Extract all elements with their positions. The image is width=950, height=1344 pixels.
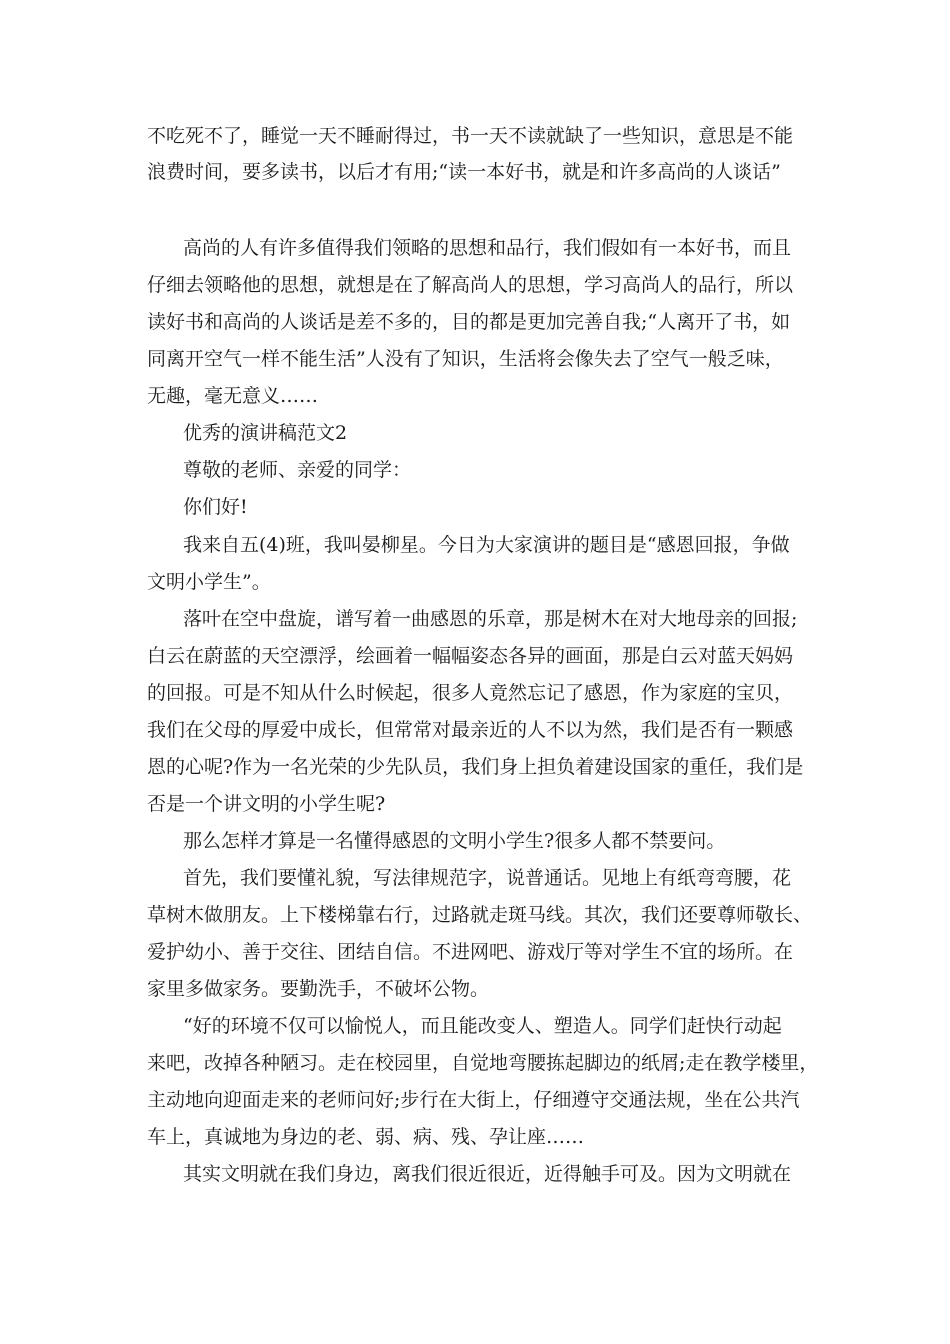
text-line: “好的环境不仅可以愉悦人，而且能改变人、塑造人。同学们赶快行动起 <box>183 1015 782 1037</box>
text-line: 无趣，毫无意义…… <box>147 385 319 407</box>
salutation: 尊敬的老师、亲爱的同学： <box>183 459 412 481</box>
text-line: 的回报。可是不知从什么时候起，很多人竟然忘记了感恩，作为家庭的宝贝， <box>147 682 794 704</box>
text-line: 我来自五(4)班，我叫晏柳星。今日为大家演讲的题目是“感恩回报，争做 <box>183 534 790 556</box>
text-line: 浪费时间，要多读书，以后才有用;“读一本好书，就是和许多高尚的人谈话” <box>147 161 781 183</box>
text-line: 读好书和高尚的人谈话是差不多的，目的都是更加完善自我;“人离开了书，如 <box>147 311 791 333</box>
greeting: 你们好! <box>183 496 248 518</box>
text-line: 仔细去领略他的思想，就想是在了解高尚人的思想，学习高尚人的品行，所以 <box>147 274 794 296</box>
text-line: 来吧，改掉各种陋习。走在校园里，自觉地弯腰拣起脚边的纸屑;走在教学楼里， <box>147 1052 819 1074</box>
text-line: 车上，真诚地为身边的老、弱、病、残、孕让座…… <box>147 1126 585 1148</box>
text-line: 我们在父母的厚爱中成长，但常常对最亲近的人不以为然，我们是否有一颗感 <box>147 719 794 741</box>
text-line: 草树木做朋友。上下楼梯靠右行，过路就走斑马线。其次，我们还要尊师敬长、 <box>147 904 813 926</box>
text-line: 落叶在空中盘旋，谱写着一曲感恩的乐章，那是树木在对大地母亲的回报; <box>183 608 798 630</box>
text-line: 恩的心呢?作为一名光荣的少先队员，我们身上担负着建设国家的重任，我们是 <box>147 756 804 778</box>
text-line: 同离开空气一样不能生活”人没有了知识，生活将会像失去了空气一般乏味， <box>147 348 784 370</box>
text-line: 首先，我们要懂礼貌，写法律规范字，说普通话。见地上有纸弯弯腰，花 <box>183 867 792 889</box>
text-line: 文明小学生”。 <box>147 571 271 593</box>
text-line: 其实文明就在我们身边，离我们很近很近，近得触手可及。因为文明就在 <box>183 1163 792 1185</box>
text-line: 那么怎样才算是一名懂得感恩的文明小学生?很多人都不禁要问。 <box>183 830 726 852</box>
section-heading: 优秀的演讲稿范文2 <box>183 422 348 444</box>
text-line: 不吃死不了，睡觉一天不睡耐得过，书一天不读就缺了一些知识，意思是不能 <box>147 125 794 147</box>
text-line: 主动地向迎面走来的老师问好;步行在大街上，仔细遵守交通法规，坐在公共汽 <box>147 1089 800 1111</box>
text-line: 高尚的人有许多值得我们领略的思想和品行，我们假如有一本好书，而且 <box>183 237 792 259</box>
text-line: 家里多做家务。要勤洗手，不破坏公物。 <box>147 978 490 1000</box>
text-line: 否是一个讲文明的小学生呢? <box>147 793 386 815</box>
text-line: 爱护幼小、善于交往、团结自信。不进网吧、游戏厅等对学生不宜的场所。在 <box>147 941 794 963</box>
text-line: 白云在蔚蓝的天空漂浮，绘画着一幅幅姿态各异的画面，那是白云对蓝天妈妈 <box>147 645 794 667</box>
